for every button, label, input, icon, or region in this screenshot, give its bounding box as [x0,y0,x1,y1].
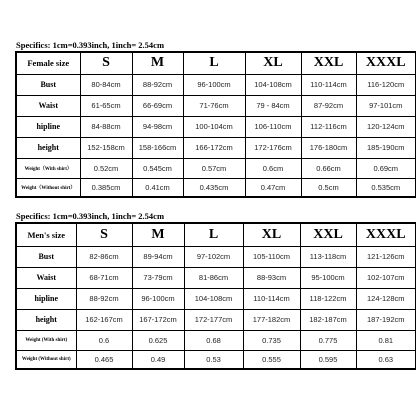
size-header-s: S [76,223,132,246]
cell-value: 0.5cm [301,178,356,197]
cell-value: 0.555 [243,350,300,369]
row-label-hipline: hipline [16,288,76,309]
table-row [16,350,416,369]
cell-value: 0.63 [356,350,416,369]
row-label-bust: Bust [16,74,80,95]
row-label-weight-with-shirt: Weight（With shirt） [16,158,80,178]
cell-value: 81-86cm [184,267,243,288]
cell-value: 79 - 84cm [245,95,301,116]
size-header-xxl: XXL [301,52,356,74]
row-label-waist: Waist [16,95,80,116]
female-size-header-label: Female size [16,52,80,74]
size-header-xxxl: XXXL [356,223,416,246]
row-label-height: height [16,309,76,330]
cell-value: 80-84cm [80,74,132,95]
size-header-l: L [183,52,245,74]
cell-value: 0.535cm [356,178,416,197]
cell-value: 185-190cm [356,137,416,158]
cell-value: 94-98cm [132,116,183,137]
cell-value: 96-100cm [183,74,245,95]
cell-value: 0.81 [356,330,416,350]
cell-value: 0.385cm [80,178,132,197]
cell-value: 97-102cm [184,246,243,267]
cell-value: 0.435cm [183,178,245,197]
cell-value: 0.66cm [301,158,356,178]
size-header-m: M [132,223,184,246]
cell-value: 116-120cm [356,74,416,95]
row-label-weight-without-shirt: Weight (Without shirt) [16,350,76,369]
cell-value: 71-76cm [183,95,245,116]
cell-value: 172-176cm [245,137,301,158]
cell-value: 97-101cm [356,95,416,116]
size-header-xl: XL [243,223,300,246]
cell-value: 100-104cm [183,116,245,137]
cell-value: 118-122cm [300,288,356,309]
cell-value: 0.595 [300,350,356,369]
cell-value: 0.49 [132,350,184,369]
size-header-xxl: XXL [300,223,356,246]
cell-value: 177-182cm [243,309,300,330]
cell-value: 0.69cm [356,158,416,178]
cell-value: 152-158cm [80,137,132,158]
cell-value: 106-110cm [245,116,301,137]
cell-value: 113-118cm [300,246,356,267]
row-label-weight-without-shirt: Weight（Without shirt） [16,178,80,197]
male-specifics-note: Specifics: 1cm=0.393inch, 1inch= 2.54cm [16,211,165,221]
cell-value: 82-86cm [76,246,132,267]
size-header-m: M [132,52,183,74]
cell-value: 110-114cm [301,74,356,95]
table-row [16,330,416,350]
cell-value: 158-166cm [132,137,183,158]
cell-value: 0.545cm [132,158,183,178]
cell-value: 0.735 [243,330,300,350]
cell-value: 110-114cm [243,288,300,309]
cell-value: 0.625 [132,330,184,350]
cell-value: 105-110cm [243,246,300,267]
row-label-weight-with-shirt: Weight (With shirt) [16,330,76,350]
table-row [16,246,416,267]
table-row [16,95,416,116]
cell-value: 0.6cm [245,158,301,178]
row-label-height: height [16,137,80,158]
female-size-table [15,51,416,198]
cell-value: 104-108cm [245,74,301,95]
cell-value: 0.68 [184,330,243,350]
cell-value: 88-92cm [132,74,183,95]
table-row [16,74,416,95]
table-row [16,116,416,137]
table-row [16,137,416,158]
cell-value: 176-180cm [301,137,356,158]
male-size-table [15,222,416,370]
size-header-xl: XL [245,52,301,74]
table-row [16,267,416,288]
table-row [16,288,416,309]
cell-value: 102-107cm [356,267,416,288]
cell-value: 61-65cm [80,95,132,116]
cell-value: 96-100cm [132,288,184,309]
row-label-bust: Bust [16,246,76,267]
cell-value: 0.41cm [132,178,183,197]
cell-value: 88-93cm [243,267,300,288]
cell-value: 0.47cm [245,178,301,197]
row-label-waist: Waist [16,267,76,288]
cell-value: 0.6 [76,330,132,350]
cell-value: 124-128cm [356,288,416,309]
cell-value: 84-88cm [80,116,132,137]
cell-value: 87-92cm [301,95,356,116]
cell-value: 89-94cm [132,246,184,267]
table-row [16,158,416,178]
cell-value: 95-100cm [300,267,356,288]
cell-value: 121-126cm [356,246,416,267]
size-header-l: L [184,223,243,246]
cell-value: 68-71cm [76,267,132,288]
cell-value: 66-69cm [132,95,183,116]
cell-value: 0.53 [184,350,243,369]
cell-value: 73-79cm [132,267,184,288]
cell-value: 167-172cm [132,309,184,330]
row-label-hipline: hipline [16,116,80,137]
size-header-s: S [80,52,132,74]
table-row [16,309,416,330]
female-specifics-note: Specifics: 1cm=0.393inch, 1inch= 2.54cm [16,40,165,50]
cell-value: 162-167cm [76,309,132,330]
cell-value: 120-124cm [356,116,416,137]
cell-value: 0.775 [300,330,356,350]
cell-value: 0.465 [76,350,132,369]
table-row [16,178,416,197]
cell-value: 88-92cm [76,288,132,309]
cell-value: 0.52cm [80,158,132,178]
cell-value: 182-187cm [300,309,356,330]
cell-value: 112-116cm [301,116,356,137]
size-header-xxxl: XXXL [356,52,416,74]
cell-value: 0.57cm [183,158,245,178]
male-size-header-label: Men's size [16,223,76,246]
cell-value: 166-172cm [183,137,245,158]
cell-value: 187-192cm [356,309,416,330]
cell-value: 172-177cm [184,309,243,330]
cell-value: 104-108cm [184,288,243,309]
